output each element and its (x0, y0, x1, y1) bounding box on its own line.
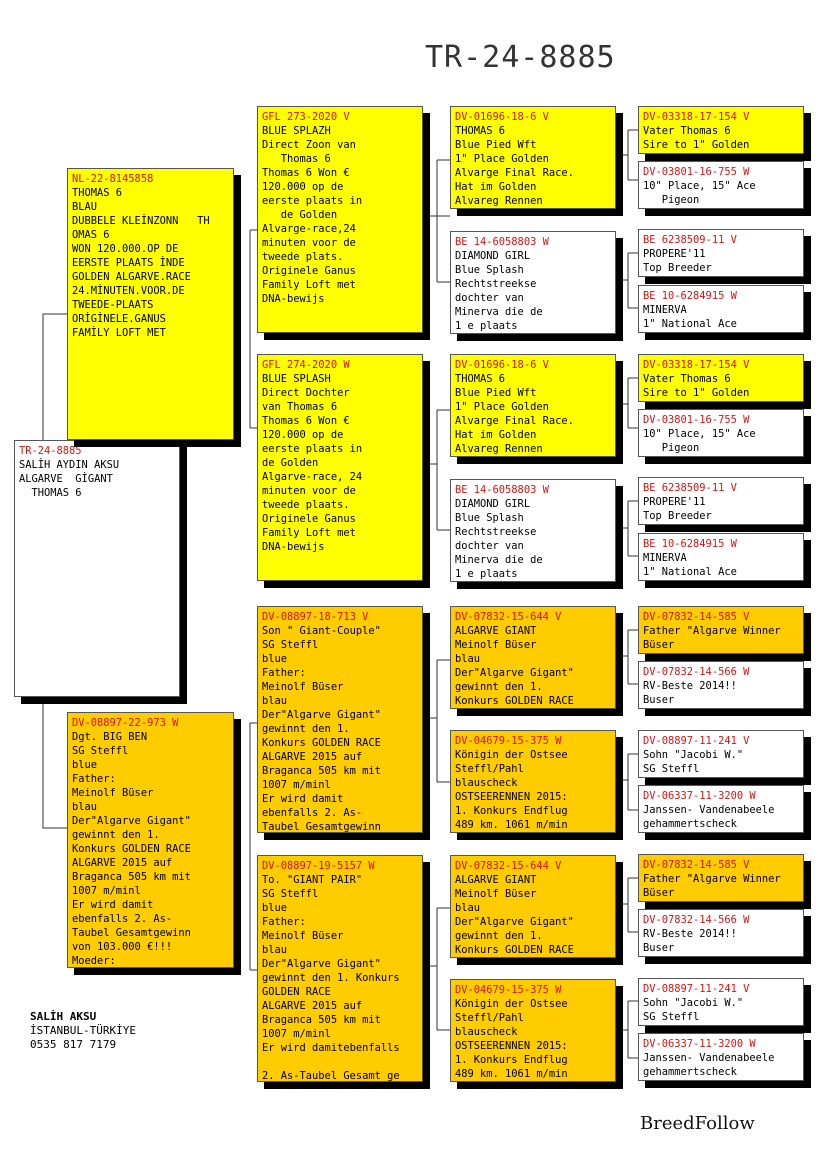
pigeon-info-line: Braganca 505 km mit (72, 871, 191, 883)
pigeon-info-line: 1. Konkurs Endflug (455, 805, 568, 817)
g4-card-12[interactable] (638, 785, 804, 833)
ring-number: DV-07832-14-566 W (643, 914, 750, 926)
ring-number: DV-08897-18-713 V (262, 611, 369, 623)
pigeon-info-line: Blue Pied Wft (455, 139, 537, 151)
ring-number: DV-08897-22-973 W (72, 717, 179, 729)
pigeon-info-line: de Golden (262, 457, 319, 469)
pigeon-info-line: gewinnt den 1. (455, 681, 543, 693)
pigeon-info-line: Thomas 6 Won € (262, 167, 350, 179)
ring-number: BE 6238509-11 V (643, 482, 737, 494)
pigeon-info-line: To. "GIANT PAIR" (262, 874, 363, 886)
sdd-card[interactable] (450, 479, 616, 582)
pigeon-info-line: 1 e plaats (455, 568, 518, 580)
pigeon-info-line: MINERVA (643, 552, 687, 564)
pigeon-info-line: Meinolf Büser (72, 787, 154, 799)
pigeon-info-line: Der"Algarve Gigant" (72, 815, 191, 827)
g4-card-7[interactable] (638, 477, 804, 525)
pigeon-info-line: Sohn "Jacobi W." (643, 997, 744, 1009)
pigeon-info-line: Direct Dochter (262, 387, 350, 399)
pigeon-info-line: DUBBELE KLEİNZONN TH (72, 215, 210, 227)
pigeon-info-line: OSTSEERENNEN 2015: (455, 791, 568, 803)
ring-number: DV-03318-17-154 V (643, 359, 750, 371)
dds-card[interactable] (450, 855, 616, 958)
pigeon-info-line: 120.000 op de (262, 181, 344, 193)
ring-number: BE 14-6058803 W (455, 236, 549, 248)
pigeon-info-line: ALGARVE GIANT (455, 625, 537, 637)
pigeon-info-line: Sire to 1" Golden (643, 139, 750, 151)
ring-number: DV-08897-11-241 V (643, 735, 750, 747)
pigeon-info-line: TWEEDE-PLAATS (72, 299, 154, 311)
ring-number: BE 6238509-11 V (643, 234, 737, 246)
g4-card-11[interactable] (638, 730, 804, 778)
pigeon-info-line: MINERVA (643, 304, 687, 316)
pigeon-info-line: 1 e plaats (455, 320, 518, 332)
pigeon-info-line: dochter van (455, 292, 524, 304)
pigeon-info-line: Janssen- Vandenabeele (643, 1052, 775, 1064)
ring-number: BE 14-6058803 W (455, 484, 549, 496)
pigeon-info-line: RV-Beste 2014!! (643, 680, 737, 692)
pigeon-info-line: Steffl/Pahl (455, 1012, 524, 1024)
pigeon-info-line: SG Steffl (262, 639, 319, 651)
pigeon-info-line: 1" Place Golden (455, 401, 549, 413)
pigeon-info-line: blue (262, 902, 288, 914)
ring-number: GFL 274-2020 W (262, 359, 350, 371)
pigeon-info-line: ebenfalls 2. As- (72, 913, 173, 925)
pigeon-info-line: Der"Algarve Gigant" (455, 667, 574, 679)
pigeon-info-line: THOMAS 6 (455, 125, 506, 137)
ring-number: DV-07832-15-644 V (455, 860, 562, 872)
pigeon-info-line: Thomas 6 Won € (262, 415, 350, 427)
pigeon-info-line: blue (262, 653, 288, 665)
owner-phone: 0535 817 7179 (30, 1038, 117, 1051)
pigeon-info-line: DIAMOND GIRL (455, 250, 531, 262)
pigeon-info-line: 489 km. 1061 m/min (455, 1068, 568, 1080)
ring-number: DV-06337-11-3200 W (643, 1038, 756, 1050)
sss-card[interactable] (450, 106, 616, 209)
pigeon-info-line: Taubel Gesamtgewinn (262, 821, 381, 833)
g4-card-1[interactable] (638, 106, 804, 154)
pigeon-info-line: PROPERE'11 (643, 248, 706, 260)
sire-dam-card[interactable] (257, 354, 423, 581)
pigeon-info-line: ebenfalls 2. As- (262, 807, 363, 819)
pigeon-info-line: 1" National Ace (643, 566, 737, 578)
pigeon-info-line: Er wird damit (262, 793, 344, 805)
pigeon-info-line: 489 km. 1061 m/min (455, 819, 568, 831)
pigeon-info-line: SALİH AYDIN AKSU (19, 459, 120, 471)
pigeon-info-line: Hat im Golden (455, 181, 537, 193)
sds-card[interactable] (450, 354, 616, 457)
owner-name: SALİH AKSU (30, 1010, 97, 1023)
ring-number: DV-01696-18-6 V (455, 359, 549, 371)
pigeon-info-line: FAMİLY LOFT MET (72, 327, 166, 339)
pigeon-info-line: Father "Algarve Winner (643, 873, 781, 885)
pigeon-info-line: Moeder: (72, 955, 116, 967)
pigeon-info-line: OSTSEERENNEN 2015: (455, 1040, 568, 1052)
pedigree-title: TR-24-8885 (425, 40, 616, 75)
ring-number: DV-06337-11-3200 W (643, 790, 756, 802)
pigeon-info-line: gewinnt den 1. (72, 829, 160, 841)
ring-number: DV-07832-14-585 V (643, 859, 750, 871)
pigeon-info-line: Algarve-race, 24 (262, 471, 363, 483)
ring-number: NL-22-8145858 (72, 173, 154, 185)
pigeon-info-line: SG Steffl (72, 745, 129, 757)
dam-dam-card[interactable] (257, 855, 423, 1082)
pigeon-info-line: 1" National Ace (643, 318, 737, 330)
pigeon-info-line: minuten voor de (262, 485, 356, 497)
pigeon-info-line: Meinolf Büser (455, 639, 537, 651)
pigeon-info-line: Meinolf Büser (262, 930, 344, 942)
pigeon-info-line: SG Steffl (262, 888, 319, 900)
ring-number: TR-24-8885 (19, 445, 82, 457)
pigeon-info-line: Sire to 1" Golden (643, 387, 750, 399)
pigeon-info-line: EERSTE PLAATS İNDE (72, 257, 185, 269)
pigeon-info-line: gehammertscheck (643, 1066, 737, 1078)
g4-card-5[interactable] (638, 354, 804, 402)
ring-number: DV-08897-19-5157 W (262, 860, 375, 872)
pigeon-info-line: RV-Beste 2014!! (643, 928, 737, 940)
g4-card-6[interactable] (638, 409, 804, 457)
pigeon-info-line: Braganca 505 km mit (262, 765, 381, 777)
pigeon-info-line: SG Steffl (643, 763, 700, 775)
ring-number: DV-01696-18-6 V (455, 111, 549, 123)
pigeon-info-line: Alvarge Final Race. (455, 415, 574, 427)
pigeon-info-line: Blue Splash (455, 512, 524, 524)
pigeon-info-line: blau (455, 653, 481, 665)
pigeon-info-line: Father: (72, 773, 116, 785)
pigeon-info-line: Family Loft met (262, 279, 356, 291)
ring-number: DV-04679-15-375 W (455, 984, 562, 996)
pigeon-info-line: Originele Ganus (262, 513, 356, 525)
g4-card-2[interactable] (638, 161, 804, 209)
sire-sire-card[interactable] (257, 106, 423, 333)
pigeon-info-line: Büser (643, 887, 675, 899)
pigeon-info-line: dochter van (455, 540, 524, 552)
pigeon-info-line: Direct Zoon van (262, 139, 356, 151)
pigeon-info-line: ALGARVE 2015 auf (72, 857, 173, 869)
pigeon-info-line: eerste plaats in (262, 195, 363, 207)
pigeon-info-line: blau (262, 695, 288, 707)
pigeon-info-line: ALGARVE GİGANT (19, 473, 113, 485)
pigeon-info-line: 1" Place Golden (455, 153, 549, 165)
ring-number: DV-07832-15-644 V (455, 611, 562, 623)
pigeon-info-line: Rechtstreekse (455, 278, 537, 290)
dam-sire-card[interactable] (257, 606, 423, 833)
ring-number: DV-07832-14-566 W (643, 666, 750, 678)
pigeon-info-line: blauscheck (455, 777, 518, 789)
pigeon-info-line: PROPERE'11 (643, 496, 706, 508)
pigeon-info-line: Blue Pied Wft (455, 387, 537, 399)
pigeon-info-line: blue (72, 759, 98, 771)
pigeon-info-line: blau (455, 902, 481, 914)
pigeon-info-line: Janssen- Vandenabeele (643, 804, 775, 816)
subject-pigeon-card[interactable] (14, 440, 180, 697)
pigeon-info-line: gehammertscheck (643, 818, 737, 830)
pigeon-info-line: von 103.000 €!!! (72, 941, 173, 953)
pigeon-info-line: DNA-bewijs (262, 541, 325, 553)
pigeon-info-line: DNA-bewijs (262, 293, 325, 305)
pigeon-info-line (262, 1055, 418, 1069)
ssd-card[interactable] (450, 231, 616, 334)
pigeon-info-line: blau (72, 801, 98, 813)
pigeon-info-line: 2. As-Taubel Gesamt ge (262, 1070, 400, 1082)
pigeon-info-line: Dgt. BIG BEN (72, 731, 148, 743)
pigeon-info-line: 1007 m/minl (262, 779, 331, 791)
sire-card[interactable] (67, 168, 234, 440)
pigeon-info-line: Hat im Golden (455, 429, 537, 441)
g4-card-10[interactable] (638, 661, 804, 709)
pigeon-info-line: 10" Place, 15" Ace (643, 180, 756, 192)
ddd-card[interactable] (450, 979, 616, 1082)
g4-card-4[interactable] (638, 285, 804, 333)
pigeon-info-line: 10" Place, 15" Ace (643, 428, 756, 440)
pigeon-info-line: gewinnt den 1. (455, 930, 543, 942)
g4-card-14[interactable] (638, 909, 804, 957)
pigeon-info-line: GOLDEN ALGARVE.RACE (72, 271, 191, 283)
pigeon-info-line: ORİGİNELE.GANUS (72, 313, 166, 325)
pigeon-info-line: Er wird damit (72, 899, 154, 911)
pigeon-info-line: Der"Algarve Gigant" (262, 958, 381, 970)
pigeon-info-line: Büser (643, 639, 675, 651)
pigeon-info-line: Buser (643, 942, 675, 954)
dss-card[interactable] (450, 606, 616, 709)
pigeon-info-line: gewinnt den 1. (262, 723, 350, 735)
pigeon-info-line: van Thomas 6 (262, 401, 338, 413)
pigeon-info-line: Minerva die de (455, 306, 543, 318)
pigeon-info-line: Sohn "Jacobi W." (643, 749, 744, 761)
pigeon-info-line: ALGARVE 2015 auf (262, 1000, 363, 1012)
pigeon-info-line: blauscheck (455, 1026, 518, 1038)
pigeon-info-line: blau (262, 944, 288, 956)
pigeon-info-line: Blue Splash (455, 264, 524, 276)
pigeon-info-line: Er wird damitebenfalls (262, 1042, 400, 1054)
pigeon-info-line: Top Breeder (643, 510, 712, 522)
pigeon-info-line: WON 120.000.OP DE (72, 243, 179, 255)
pigeon-info-line: ALGARVE GIANT (455, 874, 537, 886)
pigeon-info-line: tweede plaats. (262, 499, 350, 511)
pigeon-info-line: THOMAS 6 (72, 187, 123, 199)
pigeon-info-line: de Golden (262, 209, 338, 221)
ring-number: DV-08897-11-241 V (643, 983, 750, 995)
dam-card[interactable] (67, 712, 234, 968)
pigeon-info-line: BLUE SPLASH (262, 373, 331, 385)
pigeon-info-line: Königin der Ostsee (455, 998, 568, 1010)
ring-number: DV-03318-17-154 V (643, 111, 750, 123)
ring-number: BE 10-6284915 W (643, 290, 737, 302)
pigeon-info-line: DIAMOND GIRL (455, 498, 531, 510)
pigeon-info-line: 1007 m/minl (72, 885, 141, 897)
pigeon-info-line: Vater Thomas 6 (643, 373, 731, 385)
pigeon-info-line: THOMAS 6 (455, 373, 506, 385)
pigeon-info-line: Son " Giant-Couple" (262, 625, 381, 637)
pigeon-info-line: Konkurs GOLDEN RACE (72, 843, 191, 855)
ring-number: DV-03801-16-755 W (643, 166, 750, 178)
dsd-card[interactable] (450, 730, 616, 833)
g4-card-13[interactable] (638, 854, 804, 902)
pigeon-info-line: GOLDEN RACE (262, 986, 331, 998)
pigeon-info-line: THOMAS 6 (19, 487, 82, 499)
pigeon-info-line: Konkurs GOLDEN RACE (455, 944, 574, 956)
owner-info (30, 1010, 136, 1052)
g4-card-8[interactable] (638, 533, 804, 581)
pigeon-info-line: Königin der Ostsee (455, 749, 568, 761)
pigeon-info-line: 24.MİNUTEN.VOOR.DE (72, 285, 185, 297)
pigeon-info-line: Konkurs GOLDEN RACE (455, 695, 574, 707)
pigeon-info-line: Alvareg Rennen (455, 443, 543, 455)
pigeon-info-line: eerste plaats in (262, 443, 363, 455)
pigeon-info-line: Braganca 505 km mit (262, 1014, 381, 1026)
pigeon-info-line: Father: (262, 916, 306, 928)
pigeon-info-line: Vater Thomas 6 (643, 125, 731, 137)
pigeon-info-line: Alvareg Rennen (455, 195, 543, 207)
pigeon-info-line: Konkurs GOLDEN RACE (262, 737, 381, 749)
pigeon-info-line: Pigeon (643, 194, 700, 206)
pigeon-info-line: SG Steffl (643, 1011, 700, 1023)
pigeon-info-line: Father "Algarve Winner (643, 625, 781, 637)
ring-number: DV-07832-14-585 V (643, 611, 750, 623)
pigeon-info-line: Originele Ganus (262, 265, 356, 277)
pigeon-info-line: Family Loft met (262, 527, 356, 539)
pigeon-info-line: BLUE SPLAZH (262, 125, 331, 137)
ring-number: BE 10-6284915 W (643, 538, 737, 550)
g4-card-16[interactable] (638, 1033, 804, 1081)
pigeon-info-line: BLAU (72, 201, 98, 213)
g4-card-9[interactable] (638, 606, 804, 654)
pigeon-info-line: Alvarge-race,24 (262, 223, 356, 235)
pigeon-info-line: Taubel Gesamtgewinn (72, 927, 191, 939)
pigeon-info-line: Buser (643, 694, 675, 706)
pigeon-info-line: Thomas 6 (262, 153, 331, 165)
pigeon-info-line: 1. Konkurs Endflug (455, 1054, 568, 1066)
pigeon-info-line: ALGARVE 2015 auf (262, 751, 363, 763)
owner-location: İSTANBUL-TÜRKİYE (30, 1024, 136, 1037)
pigeon-info-line: Top Breeder (643, 262, 712, 274)
ring-number: DV-03801-16-755 W (643, 414, 750, 426)
pigeon-info-line: 1007 m/minl (262, 1028, 331, 1040)
pigeon-info-line: Der"Algarve Gigant" (455, 916, 574, 928)
pigeon-info-line: Steffl/Pahl (455, 763, 524, 775)
pigeon-info-line: Meinolf Büser (455, 888, 537, 900)
pigeon-info-line: OMAS 6 (72, 229, 110, 241)
pigeon-info-line: Der"Algarve Gigant" (262, 709, 381, 721)
brand-logo-text: BreedFollow (640, 1113, 755, 1134)
pigeon-info-line: 120.000 op de (262, 429, 344, 441)
ring-number: GFL 273-2020 V (262, 111, 350, 123)
pigeon-info-line: Meinolf Büser (262, 681, 344, 693)
ring-number: DV-04679-15-375 W (455, 735, 562, 747)
g4-card-15[interactable] (638, 978, 804, 1026)
pigeon-info-line: Father: (262, 667, 306, 679)
pigeon-info-line: minuten voor de (262, 237, 356, 249)
pigeon-info-line: Minerva die de (455, 554, 543, 566)
g4-card-3[interactable] (638, 229, 804, 277)
pigeon-info-line: gewinnt den 1. Konkurs (262, 972, 400, 984)
pigeon-info-line: Alvarge Final Race. (455, 167, 574, 179)
pigeon-info-line: Pigeon (643, 442, 700, 454)
pigeon-info-line: tweede plats. (262, 251, 344, 263)
pigeon-info-line: Rechtstreekse (455, 526, 537, 538)
